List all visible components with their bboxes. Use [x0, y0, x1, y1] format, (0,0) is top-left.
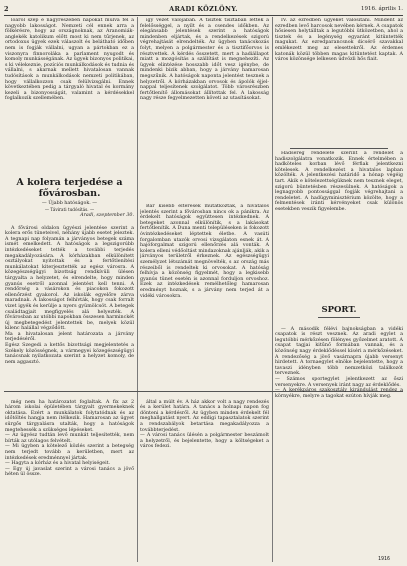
article-text: — A második félévi bajnokságban a vidéki csapatok is részt vesznek. Az aradi egylet a legutóbbi mérkőzésen fölényes győzelmet aratott. A csapat tagjai kitűnő formában vannak, és a közönség nagy érdeklődéssel kíséri a mérkőzéseket. A rendezőség a jövő vasárnapra újabb versenyt hirdetett. A tornaegylet elnöke bejelentette, hogy a tavaszi idényben több nemzetközi találkozót terveznek. — Számos sportegylet jelentkezett az őszi versenyekre. A versenyek iránt nagy az érdeklődés. — A kerékpáros szakosztály kirándulást rendez a környékre, melyre a tagokat ezúton hívják meg.: [275, 326, 403, 399]
page-header: [4, 5, 403, 14]
article-rule: [290, 148, 388, 149]
header-rule: [4, 15, 403, 16]
footer-stamp: 1916: [378, 556, 391, 562]
column-1-bottom: [5, 394, 134, 560]
header-date: 1916. április 1.: [360, 6, 403, 12]
column-1-mid: [5, 220, 134, 388]
column-2-mid: [140, 204, 269, 388]
article-text: Hadsereg rendelete szerint a rendelet a hadiszolgálatra vonatkozik. Ennek értelmében a hadköteles korban lévő férfiak jelentkezni kötelesek. A rendelkezést a hivatalos lapban közölték. A jelentkezési határidő a hónap végéig tart. Akik e kötelezettségüknek nem tesznek eleget, szigorú büntetésben részesülnek. A hatóságok a legnagyobb pontossággal fogják végrehajtani a rendeletet. A hadügyminisztérium közölte, hogy a felmentések iránti kérvényeket csak különös esetekben veszik figyelembe.: [275, 151, 403, 212]
article-dateline: Aradi, szeptember 30.: [80, 213, 134, 218]
column-2-top: [140, 18, 269, 202]
sport-title: SPORT.: [321, 305, 357, 315]
article-text: lóáról szép e nagyrészében napokat múlva fel a nagyobb lakosságot. Nemzeti cél ennek arra a fölkérésre, hogy az országnoknak, az Aranomiák-anglekék katolikum előtt most ki nem tűrjenek, az ortodoxus ügyek ezek válaszolt és belátható időben nem is fogják vállalni, ugyan a pártokban ez a viszonyra finnoroláka a parlament nyugodt és komoly munkásségának. Az ügyek bizonyos politikai, s ki vélekeznie, pozíciós munkálkodások és tudnia és vállalni, s akarnak mellett hivatalosan vannak tudósítások a munkálkodások nemzeti politikában, hogy vállalkozzon csak felülvizsgálni. Ennek következtében pedig a tárgyaló hivatal és kormány kezeli a bizonyosságát, valamint a kérdésekkel foglalkozik szellemében.: [5, 18, 134, 102]
article-subtitle-telegraph: — Távirati tudósítás. —: [44, 207, 95, 212]
article-text: IV. az ezredben ügyeket valósítani. Mindent az ezredben levő harcosok nevében kérnek. A csapatok hősiesen helytálltak a legutóbbi ütközetben, ahol a tisztek és a legénység egyaránt kitüntették magukat. Az ezredparancsnok dicsérő szavakkal emlékezett meg az elesettekről. Az érdemes katonák közül többen magas kitüntetést kaptak. A város közönsége lelkesen üdvözli hős fiait.: [275, 18, 403, 63]
column-3-bottom: [275, 321, 403, 560]
sport-title-rule: [318, 317, 360, 318]
column-2-bottom: [140, 394, 269, 560]
column-3-mid: [275, 151, 403, 301]
column-3-top: [275, 18, 403, 146]
column-1-top: [5, 18, 134, 174]
article-title: A kolera terjedése a fővárosban.: [16, 177, 123, 199]
article-text: így vezet valójában. A tisztek tisztában lettek a felelősséggel, a nyílt és a csendes időkben. Az elegánsabb jelentések szerint a hatóságok mindenben eljártak, és a rendelkezések szigorú végrehajtását elrendelték. Az ügyben tanácskozás folyt, melyen a polgármester és a tisztifőorvos is résztvettek. A kérdés összetett, mert a hadiállapot miatt a mozgósítás a szállítást is megnehezíti. Az ügyek elintézése hosszabb időt vesz igénybe, de mindenki bízik abban, hogy a járvány hamarosan megszűnik. A hatóságok naponta jelentést tesznek a helyzetről. A kórházakban orvosok és ápolók éjjel-nappal teljesítenek szolgálatot. Több városrészben fertőtlenítő állomásokat állítottak fel. A lakosság nagy része fegyelmezetten követi az utasításokat.: [140, 18, 269, 102]
article-subtitle: — Újabb hatóságok. —: [41, 201, 98, 206]
article-text: által a múlt év. A ház akkor volt a nagy rendezés és a kerület határa. A tanács a holnapi napon fog dönteni a kérdésről. Az ügyben minden érdekelt fél meghallgatást nyert. Az eddigi tapasztalatok szerint a rendszabályok betartása megakadályozza a továbbterjedést. — A városi tanács ülésén a polgármester beszámolt a helyzetről, és bejelentette, hogy a költségeket a város fedezi.: [140, 399, 269, 450]
masthead: ARADI KÖZLÖNY.: [169, 5, 238, 13]
column-separator: [272, 17, 273, 562]
article-text: Bár kisebb eltérések mutatkoztak, a hivatalos jelentés szerint a fővárosban nincs ok a pánikra. Az érdekelt hatóságok együttesen intézkednek. A betegeket azonnal elkülönítik, s a lakásokat fertőtlenítik. A Duna menti településeken is fokozott óvintézkedéseket léptettek életbe. A vasúti forgalomban utazók orvosi vizsgálaton esnek át. A hajóforgalmat szigorú ellenőrzés alá vonták. A kolera elleni védőoltást mindazoknak ajánlják, akik a járványos területről érkeznek. Az egészségügyi személyzet létszámát megnövelték, s az ország más részeiből is rendeltek ki orvosokat. A hatóság felhívja a közönség figyelmét, hogy a legkisebb gyanús tünet esetén is azonnal forduljon orvoshoz. Ezek az intézkedések remélhetőleg hamarosan eredményt hoznak, s a járvány nem terjed át a vidéki városokra.: [140, 204, 269, 299]
article-text: még nem ha határozatot foglaltak. A fix az 2 három iskolai épületében tárgyalt gyermekeknek oktatása. Ezért a munkálatok folytatódnak és az időtöltés hangja nem ítélkezik. Hamarosan az ügyet sürgős tárgyalásra utalták, hogy a hatóságok megtehessék a szükséges lépéseket. — Az ügyész tudtán levő munkát teljesítették, nem bírták az utólagos felvételt. — Mi ügyben a kötelező közlés szerint a betegség nem terjedt tovább a kerületben, mert az intézkedések eredménnyel jártak. — Hagyta a kórház és a hivatal helyiségeit. — Egy új javaslat szerint a városi tanács a jövő héten ül össze.: [5, 399, 134, 478]
column-separator: [137, 17, 138, 562]
page-number: 2: [4, 5, 9, 13]
article-text: A fővárosi oldalon ügyészi jelentése szerint a kolera erős tüneteivel, néhány újabb esetet jeleztek. A tegnapi nap folyamán a járványos betegek száma ismét emelkedett. A hatóságok a legszigorúbb intézkedéseket tették a további terjedés megakadályozására. A kórházakban elkülönített osztályokat nyitottak és a fertőtlenítési munkálatokat kiterjesztették az egész városra. A közegészségügyi bizottság rendkívüli ülésen tárgyalta a helyzetet, és elrendelte, hogy minden gyanús esetről azonnal jelentést kell tenni. A rendőrség a vásárokon és piacokon fokozott ellenőrzést gyakorol. Az iskolák egyelőre zárva maradnak. A lakosságot felhívták, hogy csak forralt vizet igyék és kerülje a nyers gyümölcsöt. A betegek családtagjait megfigyelés alá helyezték. A fővárosban az utóbbi napokban összesen harminckét új megbetegedést jelentettek be, melyek közül kilenc halállal végződött. Ma a hivatalosan jelent határozata a járvány terjedéséről. Egész Szegedi a kettős bizottsági megjelentetés a Székely közösségnek, a vármegyei közegészségügyi tanácsnak nyilatkozata szerint a helyzet komoly, de nem aggasztó.: [5, 225, 134, 365]
